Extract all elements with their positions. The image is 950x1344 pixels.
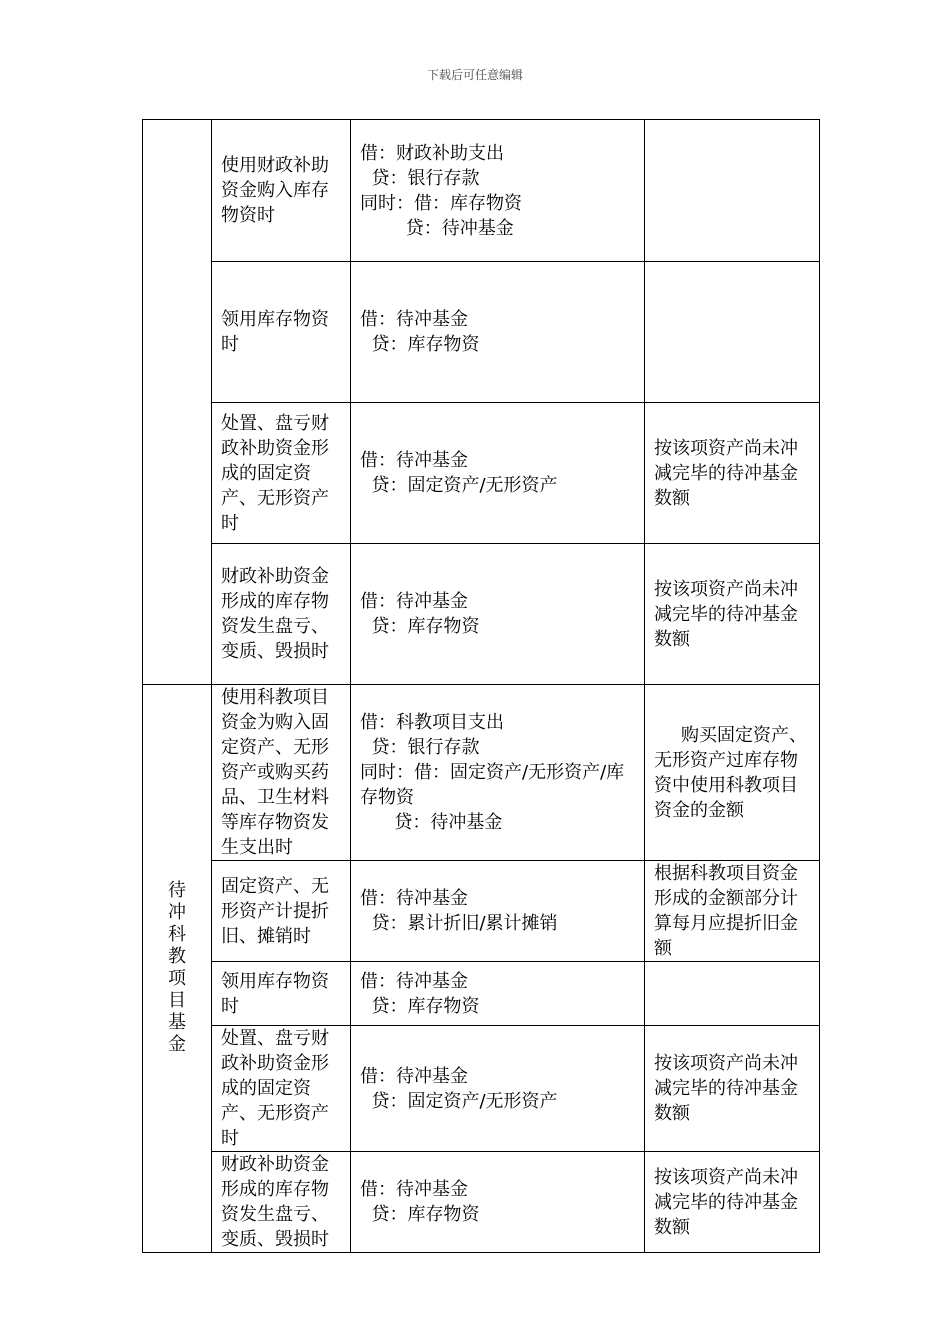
entry-line: 借：待冲基金 — [360, 1065, 468, 1087]
entry-line: 借：待冲基金 — [360, 591, 468, 612]
journal-entry-cell — [351, 403, 645, 544]
note-cell — [645, 685, 820, 861]
entry-line: 借：财政补助支出 — [360, 142, 504, 164]
category-cell — [143, 120, 212, 685]
event-cell: 处置、盘亏财政补助资金形成的固定资产、无形资产时 — [212, 403, 351, 544]
note-text: 按该项资产尚未冲减完毕的待冲基金数额 — [654, 1053, 798, 1124]
entry-line: 借：科教项目支出 — [360, 712, 504, 733]
note-text: 按该项资产尚未冲减完毕的待冲基金数额 — [654, 578, 798, 650]
note-text: 购买固定资产、无形资产过库存物资中使用科教项目资金的金额 — [654, 724, 807, 821]
table-row — [143, 1026, 820, 1152]
table-row — [143, 861, 820, 962]
entry-line: 贷：固定资产/无形资产 — [360, 1090, 558, 1112]
note-text: 按该项资产尚未冲减完毕的待冲基金数额 — [654, 1166, 798, 1238]
entry-line: 贷：待冲基金 — [360, 812, 503, 833]
entry-line: 贷：库存物资 — [360, 995, 480, 1017]
entry-line: 借：待冲基金 — [360, 309, 468, 330]
note-cell — [645, 120, 820, 262]
event-cell: 使用科教项目资金为购入固定资产、无形资产或购买药品、卫生材料等库存物资发生支出时 — [212, 685, 351, 861]
entry-line: 贷：库存物资 — [360, 334, 480, 355]
note-cell — [645, 544, 820, 685]
journal-entry-cell — [351, 861, 645, 962]
category-cell — [143, 685, 212, 1253]
table-row — [143, 403, 820, 544]
event-cell: 领用库存物资时 — [212, 962, 351, 1026]
entry-line: 借：待冲基金 — [360, 970, 468, 992]
note-cell — [645, 403, 820, 544]
table-row — [143, 685, 820, 861]
journal-entry-cell — [351, 962, 645, 1026]
entry-line: 贷：累计折旧/累计摊销 — [360, 913, 558, 934]
entry-line: 借：待冲基金 — [360, 888, 468, 909]
journal-entry-cell — [351, 262, 645, 403]
note-cell — [645, 1152, 820, 1253]
entry-line: 贷：银行存款 — [360, 167, 480, 189]
entry-line: 借：待冲基金 — [360, 450, 468, 471]
table-row — [143, 120, 820, 262]
entry-line: 同时：借：固定资产/无形资产/库存物资 — [360, 762, 625, 808]
note-cell — [645, 861, 820, 962]
event-cell: 领用库存物资时 — [212, 262, 351, 403]
entry-line: 贷：库存物资 — [360, 1204, 480, 1225]
journal-entry-cell — [351, 120, 645, 262]
journal-entry-cell — [351, 544, 645, 685]
entry-line: 贷：固定资产/无形资产 — [360, 475, 558, 496]
journal-entry-cell — [351, 1152, 645, 1253]
event-cell: 使用财政补助资金购入库存物资时 — [212, 120, 351, 262]
table-row — [143, 544, 820, 685]
note-text: 按该项资产尚未冲减完毕的待冲基金数额 — [654, 437, 798, 509]
table-row — [143, 262, 820, 403]
note-cell — [645, 962, 820, 1026]
accounting-entries-table — [142, 119, 820, 1253]
note-text: 根据科教项目资金形成的金额部分计算每月应提折旧金额 — [654, 863, 798, 959]
note-cell — [645, 262, 820, 403]
event-cell: 固定资产、无形资产计提折旧、摊销时 — [212, 861, 351, 962]
entry-line: 借：待冲基金 — [360, 1179, 468, 1200]
journal-entry-cell — [351, 685, 645, 861]
entry-line: 贷：待冲基金 — [360, 217, 514, 239]
category-label: 待冲科教项目基金 — [168, 880, 186, 1055]
page-header-note: 下载后可任意编辑 — [426, 68, 523, 82]
table-row — [143, 962, 820, 1026]
event-cell: 财政补助资金形成的库存物资发生盘亏、变质、毁损时 — [212, 1152, 351, 1253]
note-cell — [645, 1026, 820, 1152]
entry-line: 贷：库存物资 — [360, 616, 480, 637]
event-cell: 处置、盘亏财政补助资金形成的固定资产、无形资产时 — [212, 1026, 351, 1152]
entry-line: 贷：银行存款 — [360, 737, 480, 758]
event-cell: 财政补助资金形成的库存物资发生盘亏、变质、毁损时 — [212, 544, 351, 685]
entry-line: 同时：借：库存物资 — [360, 192, 522, 214]
table-row — [143, 1152, 820, 1253]
journal-entry-cell — [351, 1026, 645, 1152]
